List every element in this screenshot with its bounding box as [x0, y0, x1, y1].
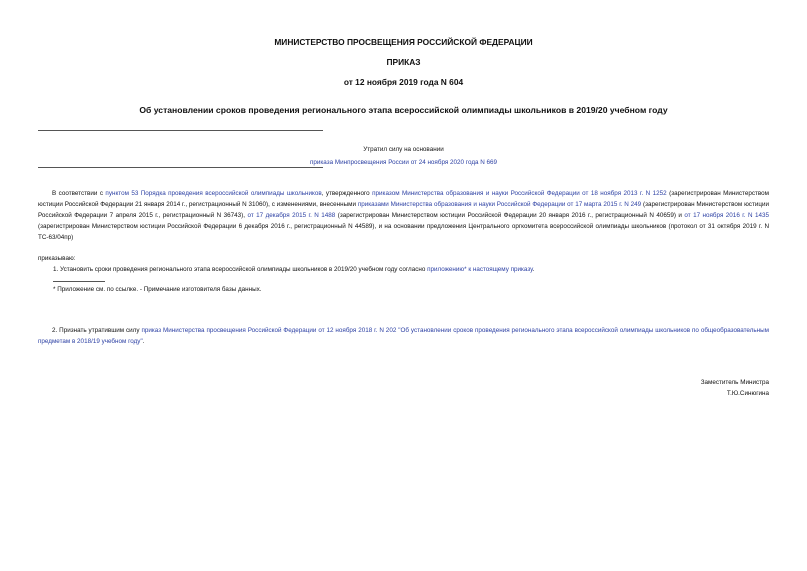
divider-bottom	[38, 167, 323, 168]
preamble-paragraph	[38, 189, 769, 244]
signature-position: Заместитель Министра	[700, 379, 769, 386]
divider-top	[38, 130, 323, 131]
preamble-link-1[interactable]: пунктом 53 Порядка проведения всероссийской олимпиады школьников	[105, 190, 322, 197]
date-number-heading: от 12 ноября 2019 года N 604	[343, 77, 464, 87]
order-word: приказываю:	[38, 255, 76, 262]
preamble-link-5[interactable]: от 17 ноября 2016 г. N 1435	[684, 211, 769, 219]
doc-type-heading: ПРИКАЗ	[386, 57, 421, 67]
item-1	[53, 266, 534, 273]
preamble-text-3: (зарегистрирован Министерством юстиции Российской Федерации 21 января 2014 г., регистрационный N 31060), с изменениями, внесенными	[38, 190, 770, 208]
signature-block	[701, 378, 769, 399]
item-2-end: .	[142, 337, 145, 345]
preamble-text-5: (зарегистрирован Министерством юстиции Российской Федерации 20 января 2016 г., регистрационный N 40659) и	[335, 211, 685, 219]
status-block	[300, 143, 507, 169]
item-1-end: .	[532, 266, 535, 273]
preamble-text-6: (зарегистрирован Министерством юстиции Российской Федерации 6 декабря 2016 г., регистрационный N 44589), и на основании предложения Центрального оргкомитета всероссийской олимпиады школьников (протокол от 31 октября 2019 г. N ТС-63/04пр)	[38, 222, 769, 241]
status-text: Утратил силу на основании	[363, 146, 444, 153]
item-2	[38, 326, 769, 348]
item-2-text: 2. Признать утратившим силу	[52, 327, 142, 334]
footnote: * Приложение см. по ссылке. - Примечание изготовителя базы данных.	[53, 286, 262, 293]
preamble-text-1: В соответствии с	[52, 190, 106, 197]
preamble-link-4[interactable]: от 17 декабря 2015 г. N 1488	[247, 211, 336, 219]
preamble-link-2[interactable]: приказом Министерства образования и науки Российской Федерации от 18 ноября 2013 г. N 1252	[372, 190, 667, 197]
footnote-divider	[53, 281, 105, 282]
appendix-link[interactable]: приложению* к настоящему приказу	[427, 266, 533, 273]
signature-name: Т.Ю.Синюгина	[726, 389, 769, 397]
preamble-text-2: , утвержденного	[321, 190, 373, 197]
item-1-text: 1. Установить сроки проведения регионального этапа всероссийской олимпиады школьников в 2019/20 учебном году согласно	[53, 266, 428, 273]
status-link[interactable]: приказа Минпросвещения России от 24 ноября 2020 года N 669	[309, 159, 498, 166]
document-title: Об установлении сроков проведения регионального этапа всероссийской олимпиады школьников в 2019/20 учебном году	[139, 105, 668, 115]
preamble-link-3[interactable]: приказами Министерства образования и науки Российской Федерации от 17 марта 2015 г. N 249	[357, 200, 642, 208]
ministry-heading: МИНИСТЕРСТВО ПРОСВЕЩЕНИЯ РОССИЙСКОЙ ФЕДЕРАЦИИ	[274, 37, 533, 47]
repealed-order-link[interactable]: приказ Министерства просвещения Российской Федерации от 12 ноября 2018 г. N 202 "Об установлении сроков проведения регионального этапа всероссийской олимпиады школьников по общеобразовательным предметам в 2018/19 учебном году"	[38, 327, 769, 345]
preamble-text-4: (зарегистрирован Министерством юстиции Российской Федерации 7 апреля 2015 г., регистрационный N 36743),	[38, 200, 769, 219]
